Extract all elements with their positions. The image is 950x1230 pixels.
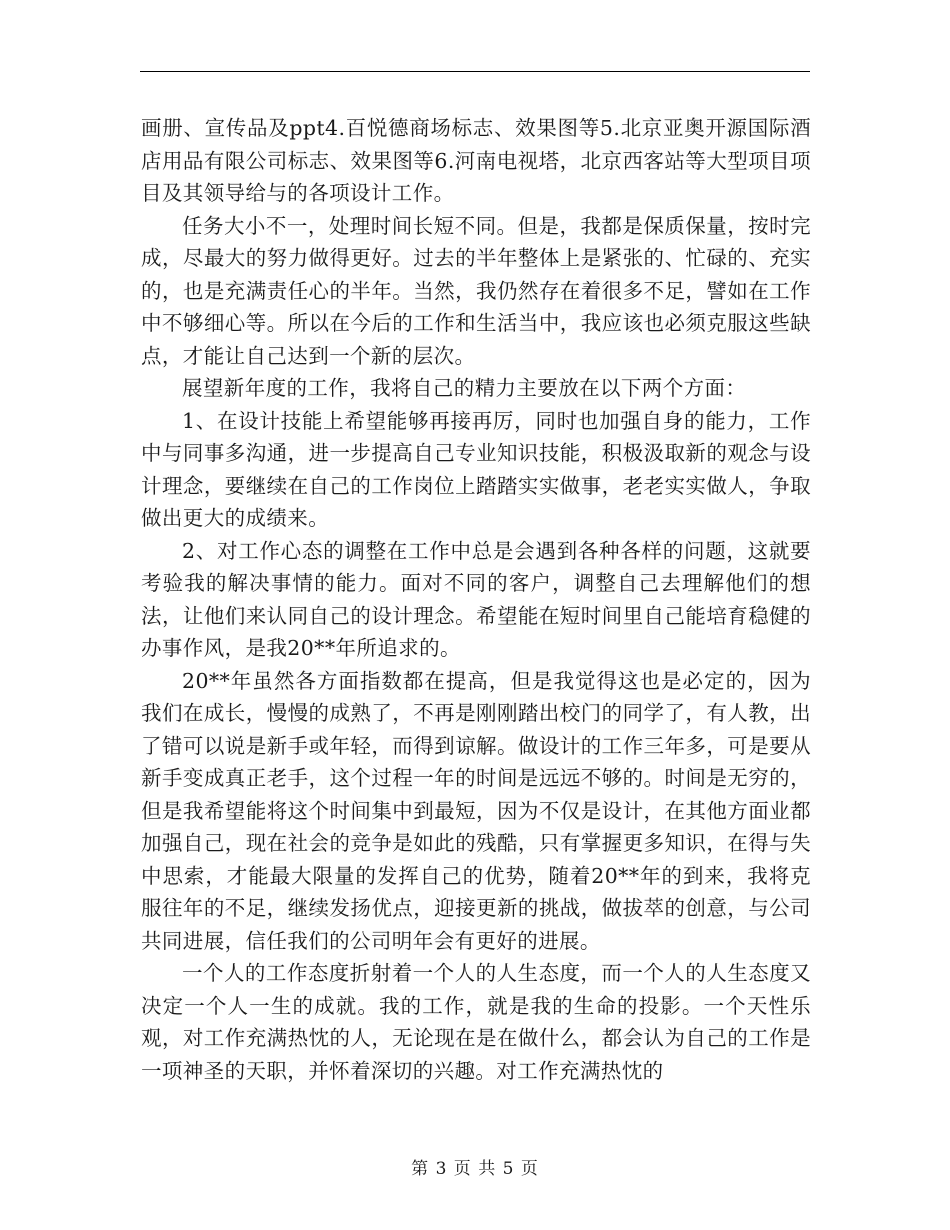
- paragraph-1: 画册、宣传品及ppt4.百悦德商场标志、效果图等5.北京亚奥开源国际酒店用品有限公司标志、效果图等6.河南电视塔，北京西客站等大型项目项目及其领导给与的各项设计工作。: [141, 116, 811, 205]
- page-footer: [0, 1154, 950, 1179]
- header-rule: [140, 71, 810, 72]
- document-body: [141, 112, 811, 1087]
- paragraph-7: 一个人的工作态度折射着一个人的人生态度，而一个人的人生态度又决定一个人一生的成就。我的工作，就是我的生命的投影。一个天性乐观，对工作充满热忱的人，无论现在是在做什么，都会认为自己的工作是一项神圣的天职，并怀着深切的兴趣。对工作充满热忱的: [141, 961, 811, 1083]
- paragraph-5: 2、对工作心态的调整在工作中总是会遇到各种各样的问题，这就要考验我的解决事情的能力。面对不同的客户，调整自己去理解他们的想法，让他们来认同自己的设计理念。希望能在短时间里自己能培育稳健的办事作风，是我20**年所追求的。: [141, 538, 811, 660]
- paragraph-2: 任务大小不一，处理时间长短不同。但是，我都是保质保量，按时完成，尽最大的努力做得更好。过去的半年整体上是紧张的、忙碌的、充实的，也是充满责任心的半年。当然，我仍然存在着很多不足，譬如在工作中不够细心等。所以在今后的工作和生活当中，我应该也必须克服这些缺点，才能让自己达到一个新的层次。: [141, 213, 811, 368]
- paragraph-3: 展望新年度的工作，我将自己的精力主要放在以下两个方面：: [182, 376, 747, 400]
- paragraph-6: 20**年虽然各方面指数都在提高，但是我觉得这也是必定的，因为我们在成长，慢慢的成熟了，不再是刚刚踏出校门的同学了，有人教，出了错可以说是新手或年轻，而得到谅解。做设计的工作三年多，可是要从新手变成真正老手，这个过程一年的时间是远远不够的。时间是无穷的，但是我希望能将这个时间集中到最短，因为不仅是设计，在其他方面业都加强自己，现在社会的竞争是如此的残酷，只有掌握更多知识，在得与失中思索，才能最大限量的发挥自己的优势，随着20**年的到来，我将克服往年的不足，继续发扬优点，迎接更新的挑战，做拔萃的创意，与公司共同进展，信任我们的公司明年会有更好的进展。: [141, 668, 811, 953]
- page-number-label: 第 3 页 共 5 页: [411, 1159, 539, 1179]
- paragraph-4: 1、在设计技能上希望能够再接再厉，同时也加强自身的能力，工作中与同事多沟通，进一步提高自己专业知识技能，积极汲取新的观念与设计理念，要继续在自己的工作岗位上踏踏实实做事，老老实实做人，争取做出更大的成绩来。: [141, 408, 811, 530]
